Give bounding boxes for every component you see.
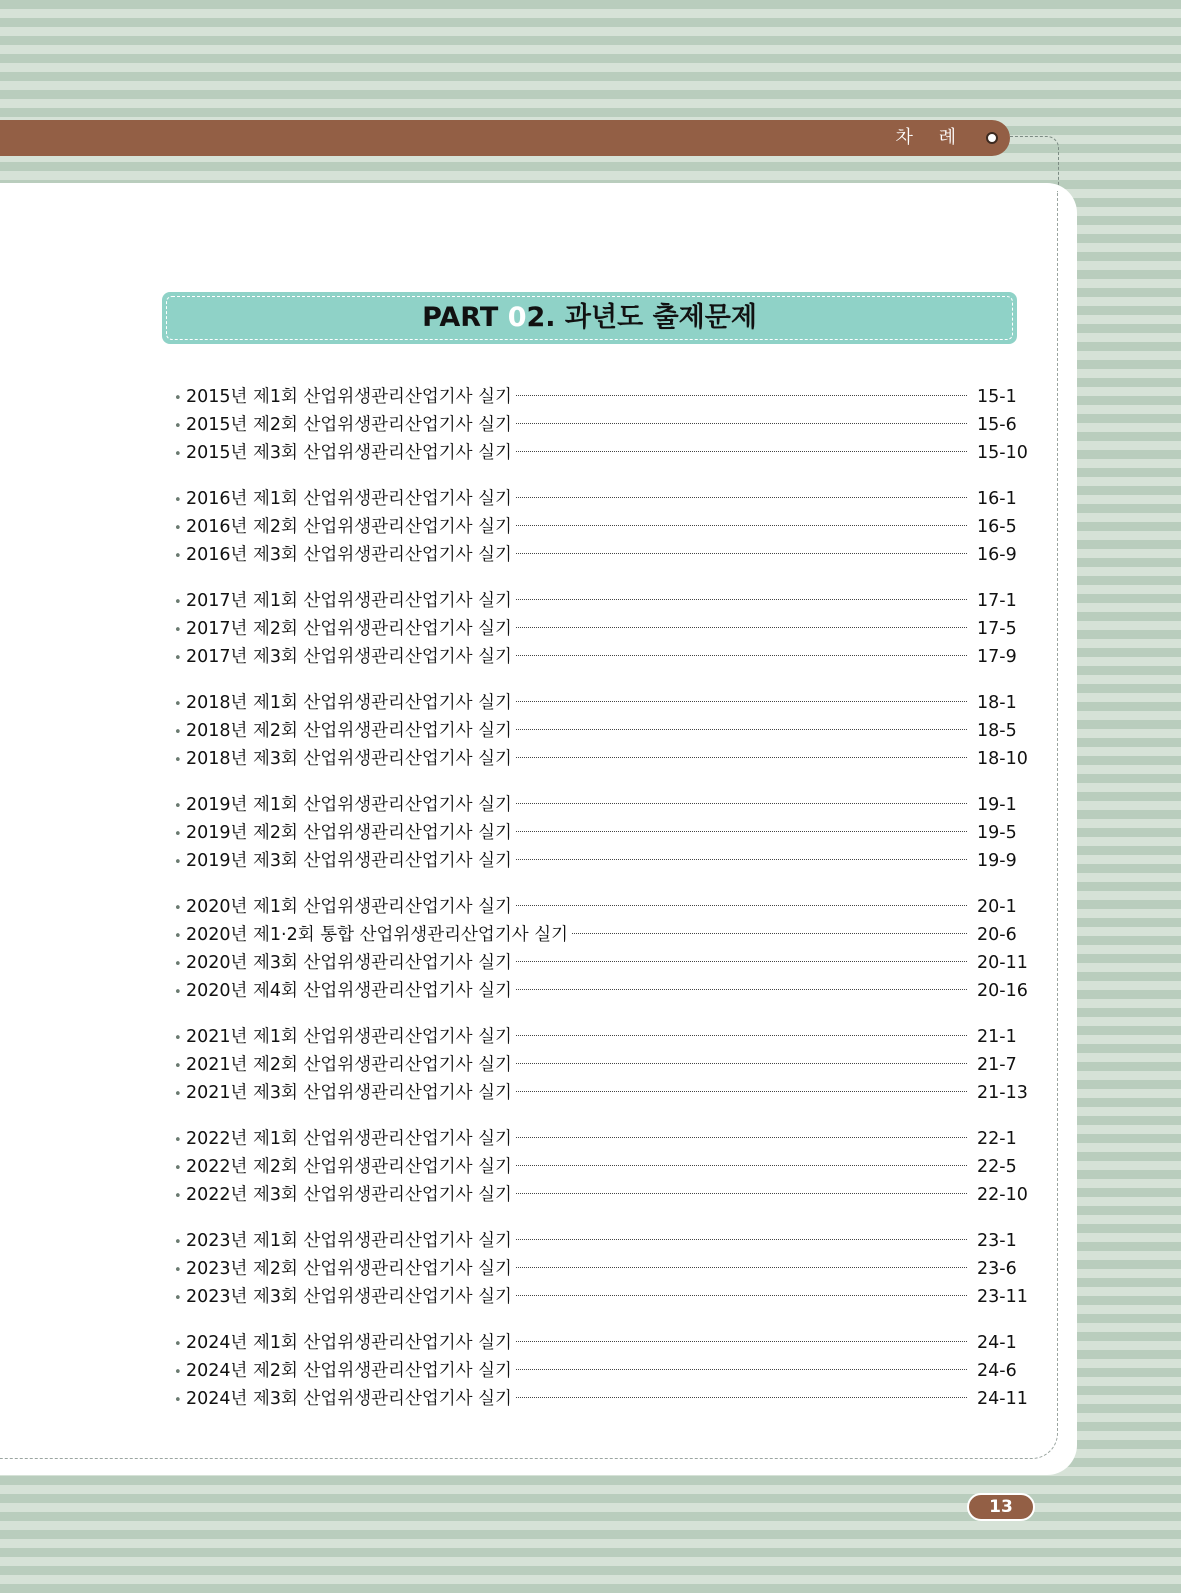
- toc-entry-label: 2017년 제3회 산업위생관리산업기사 실기: [186, 647, 512, 667]
- part-prefix: PART: [422, 302, 508, 333]
- part-number: 0: [507, 302, 527, 333]
- toc-entry-page: 24-6: [977, 1361, 1017, 1381]
- dotted-leader: [516, 1035, 967, 1036]
- toc-entry[interactable]: [174, 615, 1019, 643]
- bullet-icon: •: [174, 1087, 182, 1102]
- header-dot-icon: [986, 132, 998, 144]
- toc-entry[interactable]: [174, 847, 1019, 875]
- bullet-icon: •: [174, 1133, 182, 1148]
- toc-entry-label: 2018년 제1회 산업위생관리산업기사 실기: [186, 693, 512, 713]
- dotted-leader: [516, 1091, 967, 1092]
- dotted-leader: [516, 1063, 967, 1064]
- toc-entry[interactable]: [174, 1357, 1019, 1385]
- toc-entry[interactable]: [174, 791, 1019, 819]
- toc-entry-page: 24-11: [977, 1389, 1028, 1409]
- toc-entry-page: 18-1: [977, 693, 1017, 713]
- bullet-icon: •: [174, 595, 182, 610]
- toc-entry[interactable]: [174, 1385, 1028, 1413]
- toc-group: [174, 791, 1019, 875]
- toc-entry-label: 2020년 제3회 산업위생관리산업기사 실기: [186, 953, 512, 973]
- toc-group: [174, 893, 1028, 1005]
- bullet-icon: •: [174, 1161, 182, 1176]
- bullet-icon: •: [174, 1189, 182, 1204]
- toc-entry-label: 2019년 제1회 산업위생관리산업기사 실기: [186, 795, 512, 815]
- toc-entry-page: 23-1: [977, 1231, 1017, 1251]
- toc-entry[interactable]: [174, 485, 1019, 513]
- bullet-icon: •: [174, 419, 182, 434]
- dotted-leader: [572, 933, 967, 934]
- toc-entry-page: 20-1: [977, 897, 1017, 917]
- toc-entry-label: 2021년 제2회 산업위생관리산업기사 실기: [186, 1055, 512, 1075]
- toc-entry[interactable]: [174, 1255, 1019, 1283]
- bullet-icon: •: [174, 623, 182, 638]
- bullet-icon: •: [174, 391, 182, 406]
- bullet-icon: •: [174, 1031, 182, 1046]
- toc-entry-page: 20-11: [977, 953, 1028, 973]
- toc-entry[interactable]: [174, 819, 1019, 847]
- bullet-icon: •: [174, 827, 182, 842]
- toc-entry[interactable]: [174, 745, 1028, 773]
- bullet-icon: •: [174, 1263, 182, 1278]
- dotted-leader: [516, 395, 967, 396]
- toc-entry[interactable]: [174, 1125, 1019, 1153]
- toc-entry-label: 2015년 제2회 산업위생관리산업기사 실기: [186, 415, 512, 435]
- toc-entry-page: 20-6: [977, 925, 1017, 945]
- dotted-leader: [516, 961, 967, 962]
- toc-entry-label: 2024년 제1회 산업위생관리산업기사 실기: [186, 1333, 512, 1353]
- bullet-icon: •: [174, 753, 182, 768]
- toc-entry-page: 19-5: [977, 823, 1017, 843]
- toc-entry-page: 23-11: [977, 1287, 1028, 1307]
- toc-entry-label: 2020년 제4회 산업위생관리산업기사 실기: [186, 981, 512, 1001]
- toc-entry[interactable]: [174, 1051, 1019, 1079]
- header-bar: [0, 120, 1010, 156]
- toc-entry[interactable]: [174, 977, 1028, 1005]
- dotted-leader: [516, 1165, 967, 1166]
- dotted-leader: [516, 1193, 967, 1194]
- toc-entry-label: 2019년 제3회 산업위생관리산업기사 실기: [186, 851, 512, 871]
- dotted-leader: [516, 553, 967, 554]
- part-banner: [162, 292, 1017, 344]
- toc-entry[interactable]: [174, 513, 1019, 541]
- bullet-icon: •: [174, 549, 182, 564]
- toc-entry-label: 2015년 제1회 산업위생관리산업기사 실기: [186, 387, 512, 407]
- bullet-icon: •: [174, 1337, 182, 1352]
- toc-entry-page: 21-13: [977, 1083, 1028, 1103]
- toc-entry-page: 19-9: [977, 851, 1017, 871]
- dotted-leader: [516, 423, 967, 424]
- toc-entry-page: 21-7: [977, 1055, 1017, 1075]
- toc-entry-label: 2022년 제3회 산업위생관리산업기사 실기: [186, 1185, 512, 1205]
- toc-entry-page: 16-5: [977, 517, 1017, 537]
- dotted-leader: [516, 1137, 967, 1138]
- toc-entry[interactable]: [174, 1023, 1019, 1051]
- dotted-leader: [516, 757, 967, 758]
- bullet-icon: •: [174, 985, 182, 1000]
- toc-entry[interactable]: [174, 1283, 1028, 1311]
- bullet-icon: •: [174, 725, 182, 740]
- dotted-leader: [516, 1295, 967, 1296]
- toc-entry-page: 18-10: [977, 749, 1028, 769]
- bullet-icon: •: [174, 1059, 182, 1074]
- dotted-leader: [516, 1239, 967, 1240]
- toc-entry[interactable]: [174, 689, 1019, 717]
- bullet-icon: •: [174, 697, 182, 712]
- dotted-leader: [516, 729, 967, 730]
- toc-entry-page: 21-1: [977, 1027, 1017, 1047]
- toc-entry[interactable]: [174, 717, 1019, 745]
- toc-group: [174, 1023, 1028, 1107]
- header-title: 차 례: [895, 127, 966, 148]
- page-card: [0, 183, 1077, 1475]
- toc-entry[interactable]: [174, 1227, 1019, 1255]
- toc-entry[interactable]: [174, 643, 1019, 671]
- toc-entry-page: 18-5: [977, 721, 1017, 741]
- dotted-leader: [516, 859, 967, 860]
- bullet-icon: •: [174, 799, 182, 814]
- part-title-text: 2. 과년도 출제문제: [526, 302, 757, 333]
- table-of-contents: [174, 383, 1028, 1431]
- toc-entry[interactable]: [174, 1329, 1019, 1357]
- bullet-icon: •: [174, 929, 182, 944]
- toc-entry-label: 2017년 제1회 산업위생관리산업기사 실기: [186, 591, 512, 611]
- toc-entry-page: 17-1: [977, 591, 1017, 611]
- toc-entry-page: 15-10: [977, 443, 1028, 463]
- toc-entry-label: 2020년 제1·2회 통합 산업위생관리산업기사 실기: [186, 925, 569, 945]
- part-title: [162, 292, 1017, 344]
- toc-entry[interactable]: [174, 411, 1019, 439]
- toc-entry-page: 24-1: [977, 1333, 1017, 1353]
- dotted-leader: [516, 1267, 967, 1268]
- toc-group: [174, 587, 1019, 671]
- toc-entry-label: 2018년 제2회 산업위생관리산업기사 실기: [186, 721, 512, 741]
- bullet-icon: •: [174, 901, 182, 916]
- dotted-leader: [516, 599, 967, 600]
- toc-entry[interactable]: [174, 921, 1019, 949]
- toc-entry-page: 23-6: [977, 1259, 1017, 1279]
- toc-entry-page: 22-5: [977, 1157, 1017, 1177]
- toc-entry-page: 19-1: [977, 795, 1017, 815]
- bullet-icon: •: [174, 957, 182, 972]
- dotted-leader: [516, 451, 967, 452]
- dotted-leader: [516, 1397, 967, 1398]
- toc-entry[interactable]: [174, 541, 1019, 569]
- toc-entry-label: 2020년 제1회 산업위생관리산업기사 실기: [186, 897, 512, 917]
- dotted-leader: [516, 803, 967, 804]
- toc-entry-label: 2016년 제2회 산업위생관리산업기사 실기: [186, 517, 512, 537]
- toc-entry-label: 2024년 제3회 산업위생관리산업기사 실기: [186, 1389, 512, 1409]
- toc-entry[interactable]: [174, 1153, 1019, 1181]
- toc-entry-page: 20-16: [977, 981, 1028, 1001]
- toc-group: [174, 1125, 1028, 1209]
- toc-group: [174, 1227, 1028, 1311]
- toc-entry-page: 15-1: [977, 387, 1017, 407]
- bullet-icon: •: [174, 521, 182, 536]
- toc-entry-label: 2019년 제2회 산업위생관리산업기사 실기: [186, 823, 512, 843]
- dotted-leader: [516, 905, 967, 906]
- toc-entry-label: 2017년 제2회 산업위생관리산업기사 실기: [186, 619, 512, 639]
- toc-group: [174, 485, 1019, 569]
- bullet-icon: •: [174, 1365, 182, 1380]
- toc-entry-label: 2022년 제1회 산업위생관리산업기사 실기: [186, 1129, 512, 1149]
- toc-entry-label: 2018년 제3회 산업위생관리산업기사 실기: [186, 749, 512, 769]
- bullet-icon: •: [174, 493, 182, 508]
- bullet-icon: •: [174, 855, 182, 870]
- toc-group: [174, 1329, 1028, 1413]
- toc-entry-label: 2022년 제2회 산업위생관리산업기사 실기: [186, 1157, 512, 1177]
- toc-entry[interactable]: [174, 893, 1019, 921]
- toc-entry-page: 16-1: [977, 489, 1017, 509]
- bullet-icon: •: [174, 447, 182, 462]
- dotted-leader: [516, 655, 967, 656]
- toc-entry-label: 2016년 제1회 산업위생관리산업기사 실기: [186, 489, 512, 509]
- dotted-leader: [516, 701, 967, 702]
- toc-entry[interactable]: [174, 1181, 1028, 1209]
- toc-entry-page: 17-5: [977, 619, 1017, 639]
- bullet-icon: •: [174, 1393, 182, 1408]
- toc-entry-label: 2024년 제2회 산업위생관리산업기사 실기: [186, 1361, 512, 1381]
- toc-entry-page: 17-9: [977, 647, 1017, 667]
- toc-entry-label: 2016년 제3회 산업위생관리산업기사 실기: [186, 545, 512, 565]
- toc-entry[interactable]: [174, 439, 1028, 467]
- toc-entry-page: 15-6: [977, 415, 1017, 435]
- dotted-leader: [516, 525, 967, 526]
- dotted-leader: [516, 1341, 967, 1342]
- toc-entry[interactable]: [174, 383, 1019, 411]
- dotted-leader: [516, 627, 967, 628]
- toc-group: [174, 383, 1028, 467]
- toc-entry-page: 22-1: [977, 1129, 1017, 1149]
- toc-entry-label: 2021년 제1회 산업위생관리산업기사 실기: [186, 1027, 512, 1047]
- dotted-leader: [516, 497, 967, 498]
- dotted-leader: [516, 831, 967, 832]
- toc-entry-label: 2021년 제3회 산업위생관리산업기사 실기: [186, 1083, 512, 1103]
- bullet-icon: •: [174, 651, 182, 666]
- toc-group: [174, 689, 1028, 773]
- toc-entry-page: 16-9: [977, 545, 1017, 565]
- dotted-leader: [516, 1369, 967, 1370]
- toc-entry[interactable]: [174, 587, 1019, 615]
- toc-entry-label: 2023년 제3회 산업위생관리산업기사 실기: [186, 1287, 512, 1307]
- toc-entry-page: 22-10: [977, 1185, 1028, 1205]
- toc-entry[interactable]: [174, 949, 1028, 977]
- page-number-badge: 13: [967, 1493, 1035, 1521]
- toc-entry-label: 2015년 제3회 산업위생관리산업기사 실기: [186, 443, 512, 463]
- bullet-icon: •: [174, 1235, 182, 1250]
- bullet-icon: •: [174, 1291, 182, 1306]
- toc-entry-label: 2023년 제1회 산업위생관리산업기사 실기: [186, 1231, 512, 1251]
- toc-entry[interactable]: [174, 1079, 1028, 1107]
- dotted-leader: [516, 989, 967, 990]
- toc-entry-label: 2023년 제2회 산업위생관리산업기사 실기: [186, 1259, 512, 1279]
